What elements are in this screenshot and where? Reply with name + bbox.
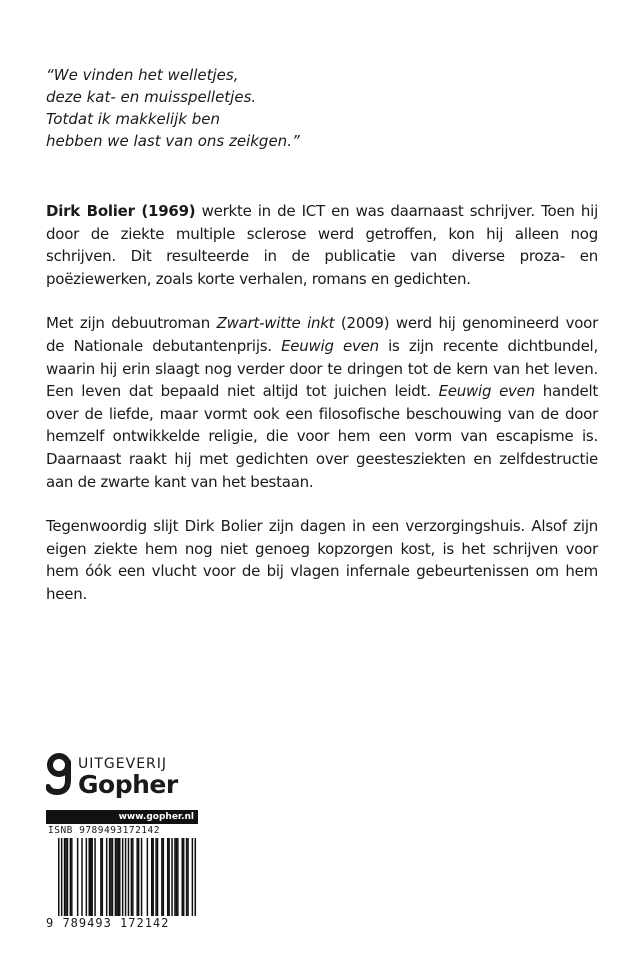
barcode-bar bbox=[65, 838, 67, 916]
barcode-bar bbox=[119, 838, 121, 916]
bio-paragraph-1 bbox=[46, 200, 598, 290]
barcode-bar bbox=[161, 838, 163, 916]
barcode-bar bbox=[186, 838, 188, 916]
barcode-bar bbox=[115, 838, 117, 916]
barcode-bar bbox=[71, 838, 73, 916]
barcode-bar bbox=[168, 838, 170, 916]
barcode-bar bbox=[67, 838, 69, 916]
bio-text: is zijn recente dichtbundel, waarin hij erin slaagt nog verder door te dringen tot de kern van het leven. Een leven dat bepaald niet altijd tot juichen leidt. bbox=[46, 336, 598, 401]
barcode-bar bbox=[171, 838, 173, 916]
quote-line: Totdat ik makkelijk ben bbox=[46, 110, 220, 128]
book-title: Eeuwig even bbox=[438, 382, 535, 401]
author-biography bbox=[46, 200, 598, 606]
barcode-digits: 9 789493 172142 bbox=[46, 916, 170, 930]
bio-paragraph-2 bbox=[46, 312, 598, 493]
barcode-bar bbox=[106, 838, 108, 916]
barcode-bar bbox=[116, 838, 118, 916]
barcode-bar bbox=[109, 838, 111, 916]
barcode-bar bbox=[192, 838, 194, 916]
barcode-bar bbox=[118, 838, 120, 916]
barcode-bar bbox=[183, 838, 185, 916]
barcode-bar bbox=[110, 838, 112, 916]
barcode-bar bbox=[90, 838, 92, 916]
barcode-bar bbox=[102, 838, 104, 916]
barcode-bar bbox=[131, 838, 133, 916]
book-title: Eeuwig even bbox=[281, 336, 379, 355]
book-title: Zwart-witte inkt bbox=[216, 314, 335, 333]
barcode-bar bbox=[195, 838, 197, 916]
barcode-bar bbox=[94, 838, 96, 916]
barcode-bar bbox=[167, 838, 169, 916]
barcode-bar bbox=[157, 838, 159, 916]
barcode-bar bbox=[147, 838, 149, 916]
quote-line: “We vinden het welletjes, bbox=[46, 66, 239, 84]
barcode-bar bbox=[58, 838, 60, 916]
barcode-bar bbox=[177, 838, 179, 916]
barcode-bar bbox=[86, 838, 88, 916]
barcode-bar bbox=[112, 838, 114, 916]
gopher-g-logo-icon bbox=[46, 752, 72, 796]
barcode-bar bbox=[151, 838, 153, 916]
bio-text: Met zijn debuutroman bbox=[46, 314, 217, 333]
quote-line: hebben we last van ons zeikgen.” bbox=[46, 132, 300, 150]
barcode-bar bbox=[174, 838, 176, 916]
barcode-bar bbox=[181, 838, 183, 916]
barcode-bar bbox=[91, 838, 93, 916]
barcode-bar bbox=[128, 838, 130, 916]
publisher-label: UITGEVERIJ bbox=[78, 756, 168, 772]
bio-text: (2009) werd hij genomineerd voor de Nationale debutantenprijs. bbox=[46, 314, 599, 355]
publisher-name: Gopher bbox=[78, 770, 178, 799]
barcode-bar bbox=[152, 838, 154, 916]
barcode-bar bbox=[122, 838, 124, 916]
back-cover-quote bbox=[46, 64, 606, 152]
barcode-bar bbox=[100, 838, 102, 916]
isbn-label: ISNB 9789493172142 bbox=[48, 825, 160, 836]
barcode-bar bbox=[138, 838, 140, 916]
author-name: Dirk Bolier (1969) bbox=[46, 202, 196, 220]
barcode-bar bbox=[89, 838, 91, 916]
barcode-bar bbox=[141, 838, 143, 916]
bio-paragraph-3: Tegenwoordig slijt Dirk Bolier zijn dagen in een verzorgingshuis. Alsof zijn eigen ziekte hem nog niet genoeg kopzorgen kost, is het schrijven voor hem óók een vlucht voor de bij vlagen infernale gebeurtenissen om hem heen. bbox=[46, 517, 598, 603]
barcode-bar bbox=[77, 838, 79, 916]
isbn-barcode bbox=[46, 810, 198, 930]
barcode-bar bbox=[163, 838, 165, 916]
barcode-bar bbox=[132, 838, 134, 916]
publisher-website: www.gopher.nl bbox=[46, 810, 198, 824]
barcode-bar bbox=[64, 838, 66, 916]
quote-line: deze kat- en muisspelletjes. bbox=[46, 88, 257, 106]
bio-text: handelt over de liefde, maar vormt ook een filosofische beschouwing van de door hemzelf ontwikkelde religie, die voor hem een vorm van escapisme is. Daarnaast raakt hij met gedichten over geestesziekten en zelfdestructie aan de zwarte kant van het bestaan. bbox=[46, 382, 599, 491]
barcode-bar bbox=[125, 838, 127, 916]
barcode-bar bbox=[176, 838, 178, 916]
barcode-bar bbox=[81, 838, 83, 916]
bio-text: werkte in de ICT en was daarnaast schrijver. Toen hij door de ziekte multiple sclerose werd getroffen, kon hij alleen nog schrijven. Dit resulteerde in de publicatie van diverse proza- en poëziewerken, zoals korte verhalen, romans en gedichten. bbox=[46, 202, 599, 288]
barcode-bar bbox=[155, 838, 157, 916]
barcode-bar bbox=[136, 838, 138, 916]
barcode-bars bbox=[46, 838, 198, 916]
barcode-bar bbox=[187, 838, 189, 916]
publisher-logo bbox=[46, 752, 246, 800]
barcode-bar bbox=[70, 838, 72, 916]
barcode-bar bbox=[61, 838, 63, 916]
